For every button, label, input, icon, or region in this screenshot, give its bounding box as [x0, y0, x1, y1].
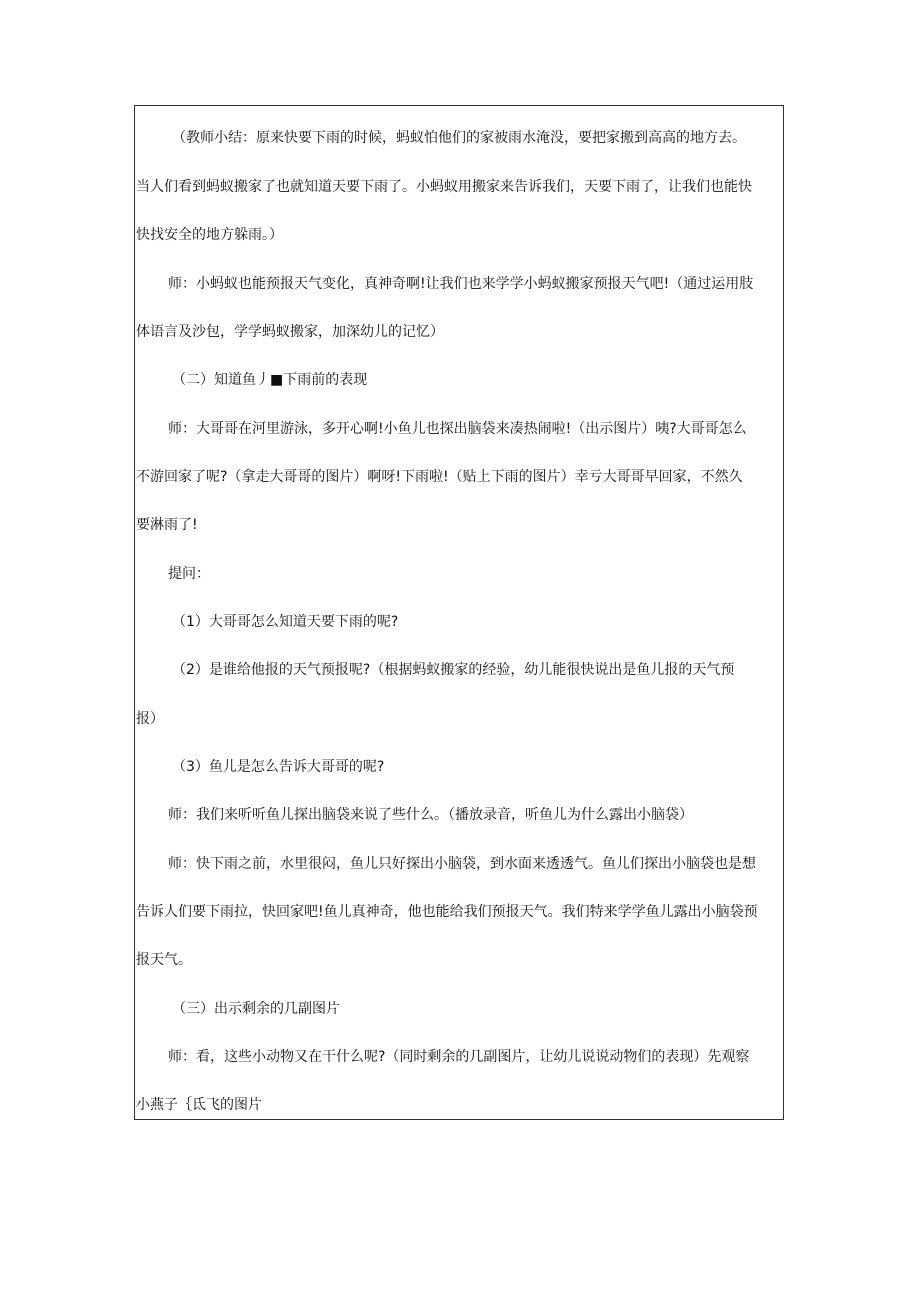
text-line: 师：我们来听听鱼儿探出脑袋来说了些什么。（播放录音，听鱼儿为什么露出小脑袋）	[168, 807, 693, 823]
text-line: 要淋雨了!	[136, 517, 198, 533]
text-line: 师：大哥哥在河里游泳，多开心啊!小鱼儿也探出脑袋来凑热闹啦!（出示图片）咦?大哥哥怎么	[168, 421, 747, 437]
text-line: 师：看，这些小动物又在干什么呢?（同时剩余的几副图片，让幼儿说说动物们的表现）先观察	[168, 1049, 750, 1065]
text-line: 当人们看到蚂蚁搬家了也就知道天要下雨了。小蚂蚁用搬家来告诉我们，天要下雨了，让我们也能快	[136, 179, 752, 195]
question-line: （3）鱼儿是怎么告诉大哥哥的呢?	[172, 759, 385, 775]
text-line: 报天气。	[136, 952, 192, 968]
text-line: 报）	[136, 711, 164, 727]
section-heading: （二）知道鱼丿■下雨前的表现	[172, 372, 368, 388]
text-line: 快找安全的地方躲雨。）	[136, 227, 283, 243]
section-heading: （三）出示剩余的几副图片	[172, 1001, 340, 1017]
text-line: 告诉人们要下雨拉，快回家吧!鱼儿真神奇，他也能给我们预报天气。我们特来学学鱼儿露出小脑袋预	[136, 904, 758, 920]
text-line: 师：快下雨之前，水里很闷，鱼儿只好探出小脑袋，到水面来透透气。鱼儿们探出小脑袋也是想	[168, 856, 756, 872]
question-line: （2）是谁给他报的天气预报呢?（根据蚂蚁搬家的经验，幼儿能很快说出是鱼儿报的天气预	[172, 662, 735, 678]
text-line: 师：小蚂蚁也能预报天气变化，真神奇啊!让我们也来学学小蚂蚁搬家预报天气吧!（通过运用肢	[168, 276, 754, 292]
text-line: （教师小结：原来快要下雨的时候，蚂蚁怕他们的家被雨水淹没，要把家搬到高高的地方去。	[172, 130, 746, 146]
text-line: 提问：	[168, 566, 210, 582]
text-line: 不游回家了呢?（拿走大哥哥的图片）啊呀!下雨啦!（贴上下雨的图片）幸亏大哥哥早回家，不然久	[136, 469, 743, 485]
text-line: 小燕子｛氐飞的图片	[136, 1097, 262, 1113]
text-line: 体语言及沙包，学学蚂蚁搬家，加深幼儿的记忆）	[136, 324, 444, 340]
question-line: （1）大哥哥怎么知道天要下雨的呢?	[172, 614, 399, 630]
